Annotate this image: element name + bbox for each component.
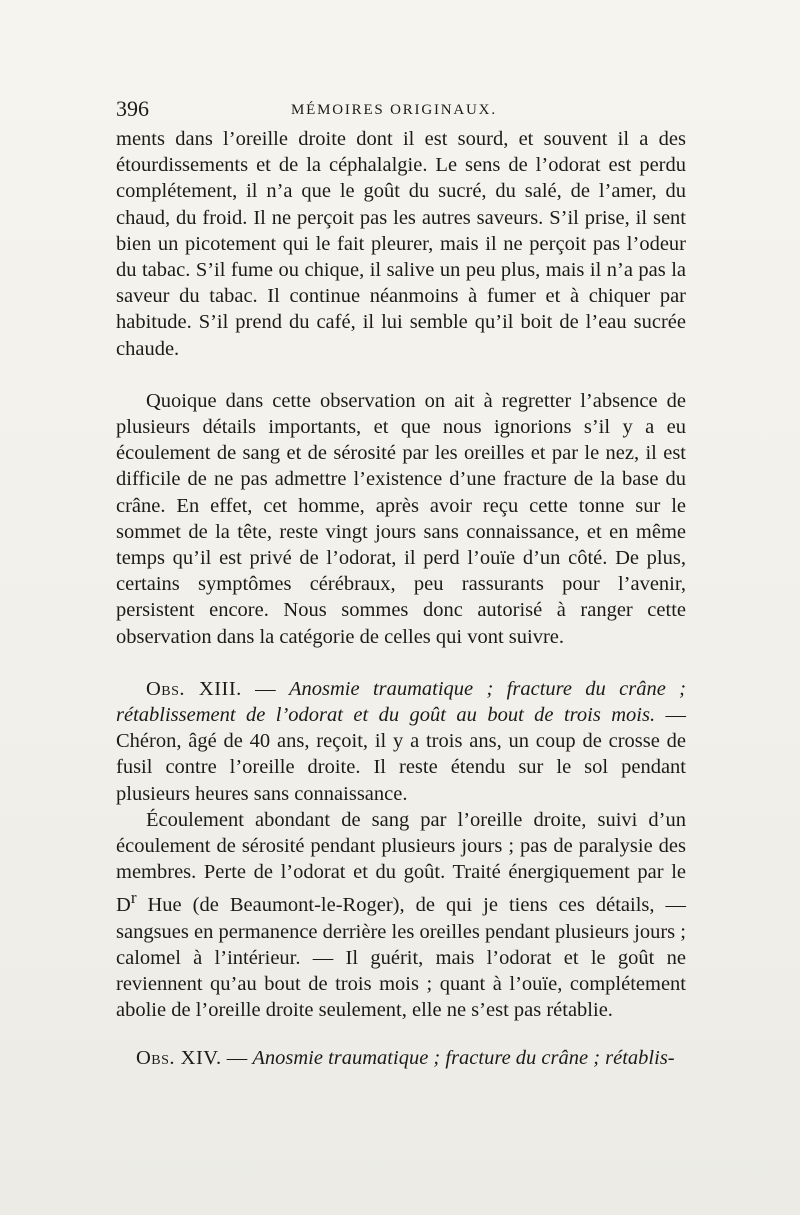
doctor-abbrev-superscript: r [130, 888, 137, 908]
paragraph-gap [116, 362, 686, 388]
treatment-text-b: Hue (de Beaumont-le-Roger), de qui je tiens ces détails, — sangsues en permanence derrière les oreilles pendant plusieurs jours ; calomel à l’intérieur. — Il guérit, mais l’odorat et le goût ne reviennent qu’au bout de trois mois ; quant à l’ouïe, complétement abolie de l’oreille droite seulement, elle ne s’est pas rétablie. [116, 894, 686, 1022]
paragraph-gap [116, 1023, 686, 1045]
paragraph-discussion: Quoique dans cette observation on ait à regretter l’absence de plusieurs détails importants, et que nous ignorions s’il y a eu écoulement de sang et de sérosité par les oreilles et par le nez, il est difficile de ne pas admettre l’existence d’une fracture de la base du crâne. En effet, cet homme, après avoir reçu cette tonne sur le sommet de la tête, reste vingt jours sans connaissance, et en même temps qu’il est privé de l’odorat, il perd l’ouïe d’un côté. De plus, certains symptômes cérébraux, peu rassurants pour l’avenir, persistent encore. Nous sommes donc autorisé à ranger cette observation dans la catégorie de celles qui vont suivre. [116, 389, 686, 648]
observation-14-dash: — [221, 1047, 253, 1070]
observation-13-text: — Chéron, âgé de 40 ans, reçoit, il y a trois ans, un coup de crosse de fusil contre l’oreille droite. Il reste étendu sur le sol pendant plusieurs heures sans connaissance. [116, 704, 687, 805]
observation-13-title: Anosmie traumatique ; fracture du crâne ; rétablissement de l’odorat et du goût au bout de trois mois. [116, 677, 686, 727]
observation-14-title: Anosmie traumatique ; fracture du crâne ; rétablis- [252, 1047, 675, 1070]
treatment-text-a: Écoulement abondant de sang par l’oreille droite, suivi d’un écoulement de sérosité pendant plusieurs jours ; pas de paralysie des membres. Perte de l’odorat et du goût. Traité énergiquement par le D [116, 808, 686, 917]
paragraph-continuation: ments dans l’oreille droite dont il est sourd, et souvent il a des étourdissements et de la céphalalgie. Le sens de l’odorat est perdu complétement, il n’a que le goût du sucré, du salé, de l’amer, du chaud, du froid. Il ne perçoit pas les autres saveurs. S’il prise, il sent bien un picotement qui le fait pleurer, mais il ne perçoit pas l’odeur du tabac. S’il fume ou chique, il salive un peu plus, mais il n’a pas la saveur du tabac. Il continue néanmoins à fumer et à chiquer par habitude. S’il prend du café, il lui semble qu’il boit de l’eau sucrée chaude. [116, 128, 686, 360]
observation-14 [116, 1045, 686, 1071]
observation-13 [116, 676, 686, 807]
observation-14-label: Obs. XIV. [136, 1047, 222, 1070]
observation-13-dash: — [241, 677, 289, 700]
page-header [116, 96, 686, 126]
observation-13-label: Obs. XIII. [146, 677, 242, 700]
paragraph-gap [116, 650, 686, 676]
body-text [116, 126, 686, 1071]
running-title: MÉMOIRES ORIGINAUX. [291, 102, 497, 118]
page-number: 396 [116, 96, 149, 121]
observation-13-treatment [116, 807, 686, 1023]
